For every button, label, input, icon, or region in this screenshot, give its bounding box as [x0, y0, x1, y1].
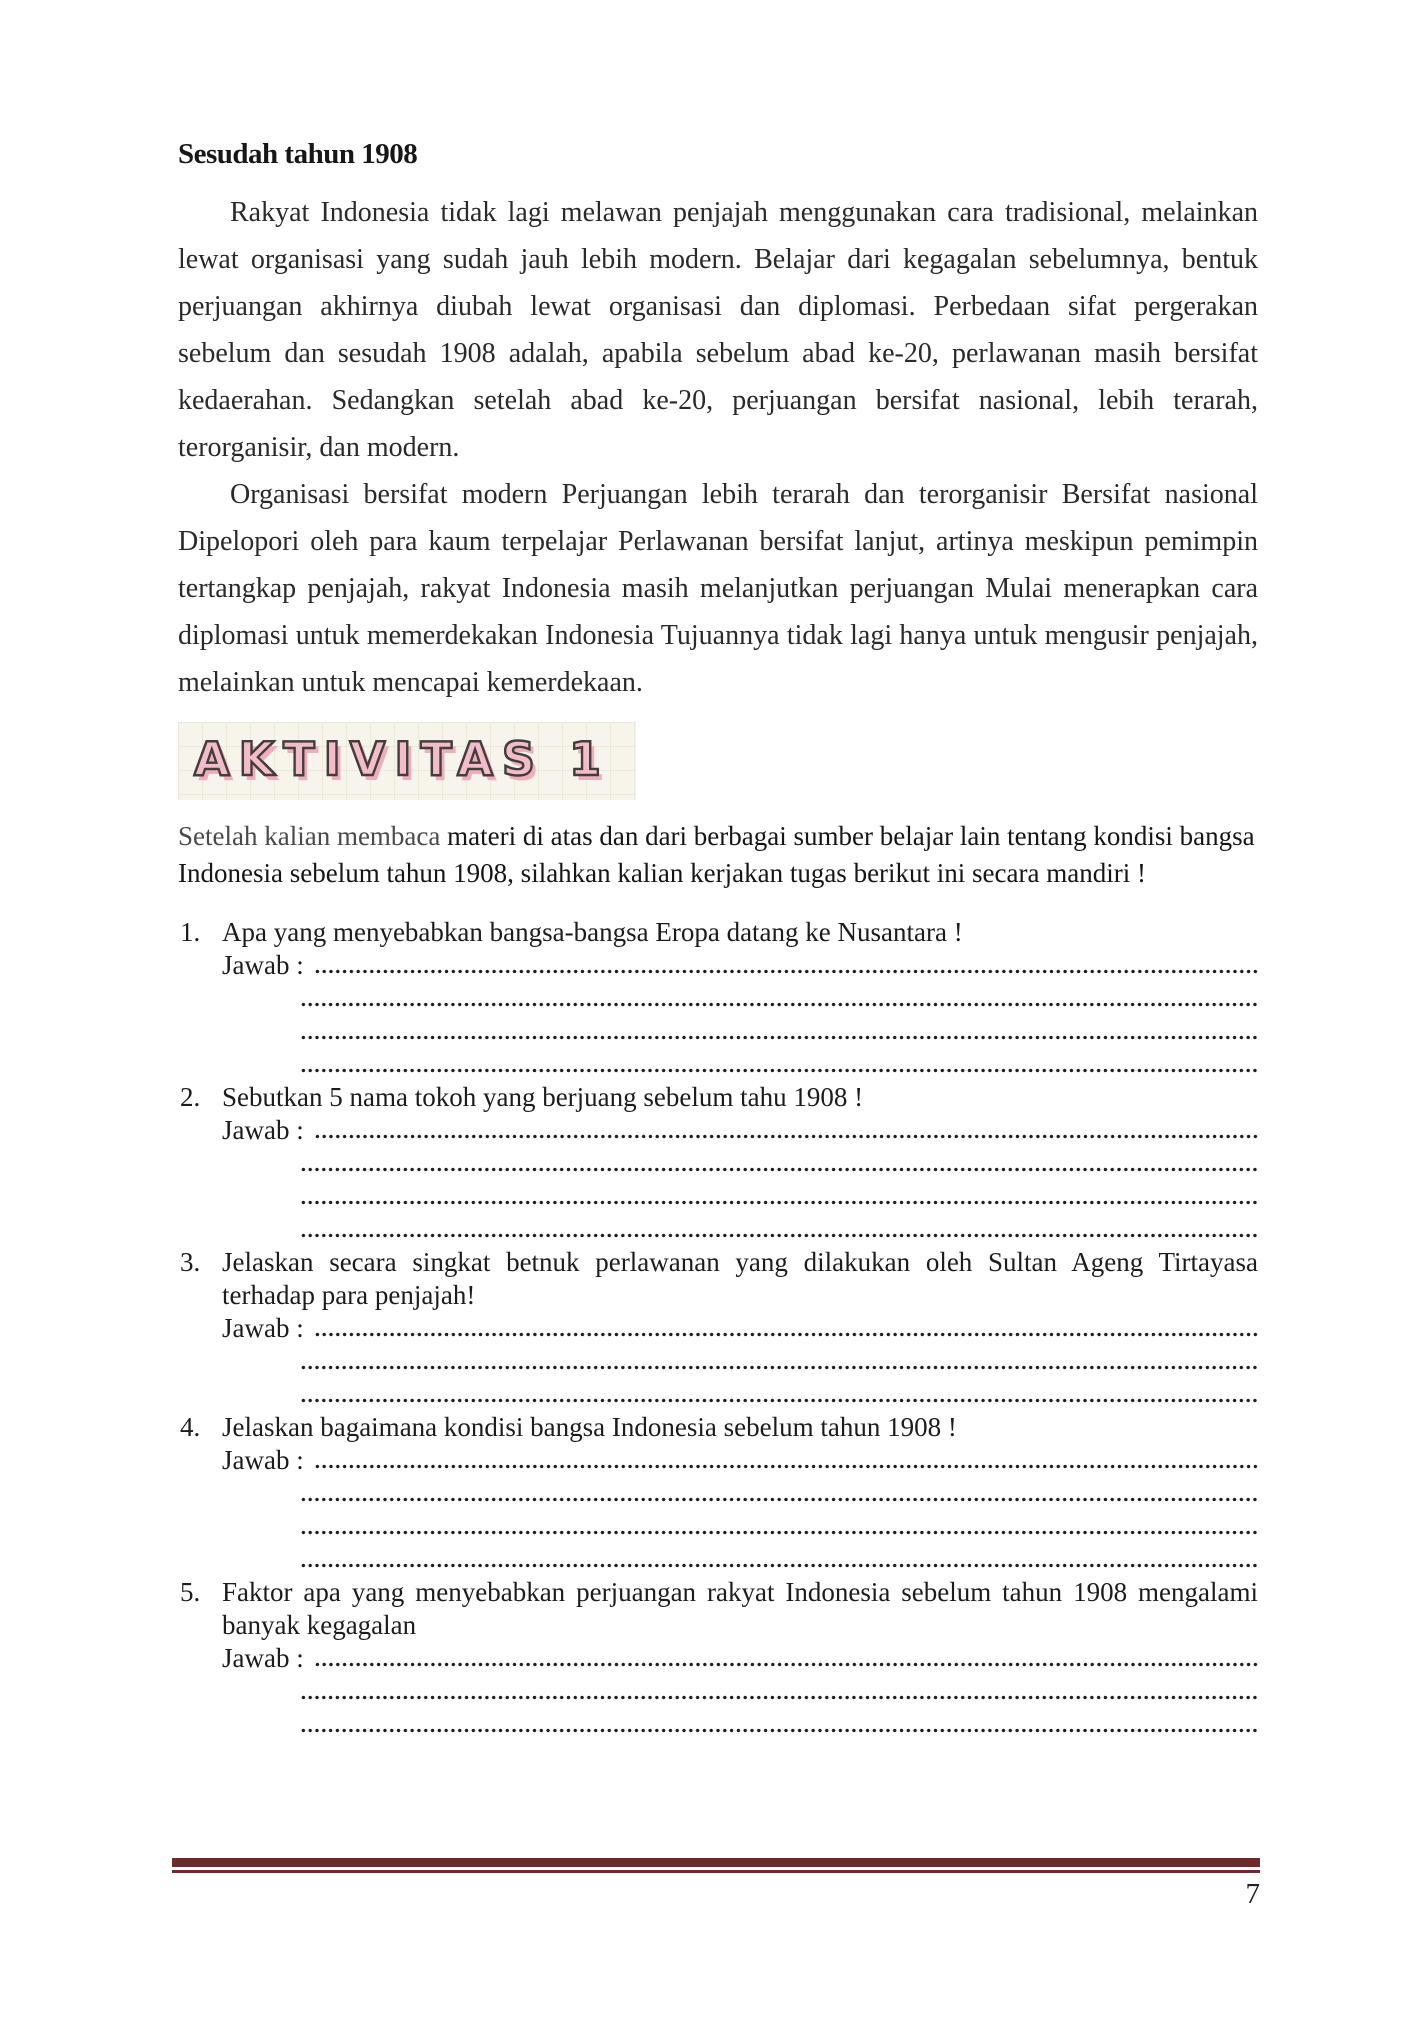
question-text: Jelaskan secara singkat betnuk perlawanan yang dilakukan oleh Sultan Ageng Tirtayasa terhadap para penjajah! [222, 1247, 1258, 1310]
answer-dotted-line [314, 1444, 1258, 1477]
section-heading: Sesudah tahun 1908 [178, 138, 418, 170]
answer-dotted-line [300, 1477, 1258, 1510]
answer-dotted-line [300, 1015, 1258, 1048]
question-item [178, 916, 1258, 1081]
question-text: Sebutkan 5 nama tokoh yang berjuang sebelum tahu 1908 ! [222, 1082, 864, 1112]
page-number: 7 [1245, 1878, 1260, 1910]
answer-row [222, 1642, 1258, 1675]
body-paragraph-1: Rakyat Indonesia tidak lagi melawan penjajah menggunakan cara tradisional, melainkan lewat organisasi yang sudah jauh lebih modern. Belajar dari kegagalan sebelumnya, bentuk perjuangan akhirnya diubah lewat organisasi dan diplomasi. Perbedaan sifat pergerakan sebelum dan sesudah 1908 adalah, apabila sebelum abad ke-20, perlawanan masih bersifat kedaerahan. Sedangkan setelah abad ke-20, perjuangan bersifat nasional, lebih terarah, terorganisir, dan modern. [178, 197, 1258, 463]
answer-label: Jawab : [222, 950, 304, 980]
answer-dotted-line [314, 949, 1258, 982]
question-item [178, 1411, 1258, 1576]
question-text: Jelaskan bagaimana kondisi bangsa Indonesia sebelum tahun 1908 ! [222, 1412, 957, 1442]
question-number: 1. [180, 917, 201, 947]
answer-dotted-line [314, 1642, 1258, 1675]
answer-label: Jawab : [222, 1643, 304, 1673]
page-content [178, 138, 1258, 1741]
instructions-lead: Setelah kalian membaca [178, 821, 448, 851]
question-text: Apa yang menyebabkan bangsa-bangsa Eropa datang ke Nusantara ! [222, 917, 963, 947]
question-number: 4. [180, 1412, 201, 1442]
question-item [178, 1081, 1258, 1246]
answer-row [222, 949, 1258, 982]
activity-banner [178, 722, 636, 800]
answer-dotted-line [300, 1048, 1258, 1081]
answer-extra-lines [222, 982, 1258, 1081]
answer-dotted-line [314, 1312, 1258, 1345]
answer-dotted-line [300, 1510, 1258, 1543]
answer-dotted-line [314, 1114, 1258, 1147]
footer-rule [172, 1858, 1260, 1873]
activity-banner-title: AKTIVITAS 1 [194, 732, 611, 786]
answer-extra-lines [222, 1675, 1258, 1741]
answer-dotted-line [300, 1147, 1258, 1180]
answer-dotted-line [300, 1213, 1258, 1246]
answer-dotted-line [300, 1708, 1258, 1741]
question-item [178, 1246, 1258, 1411]
answer-row [222, 1114, 1258, 1147]
answer-row [222, 1312, 1258, 1345]
question-item [178, 1576, 1258, 1741]
answer-dotted-line [300, 1675, 1258, 1708]
answer-extra-lines [222, 1345, 1258, 1411]
question-text: Faktor apa yang menyebabkan perjuangan rakyat Indonesia sebelum tahun 1908 mengalami banyak kegagalan [222, 1577, 1258, 1640]
answer-dotted-line [300, 1180, 1258, 1213]
answer-extra-lines [222, 1147, 1258, 1246]
answer-label: Jawab : [222, 1115, 304, 1145]
instructions-rest: materi di atas dan dari berbagai sumber belajar lain tentang kondisi bangsa Indonesia sebelum tahun 1908, silahkan kalian kerjakan tugas berikut ini secara mandiri ! [178, 821, 1255, 888]
answer-dotted-line [300, 1345, 1258, 1378]
body-paragraph-2: Organisasi bersifat modern Perjuangan lebih terarah dan terorganisir Bersifat nasional Dipelopori oleh para kaum terpelajar Perlawanan bersifat lanjut, artinya meskipun pemimpin tertangkap penjajah, rakyat Indonesia masih melanjutkan perjuangan Mulai menerapkan cara diplomasi untuk memerdekakan Indonesia Tujuannya tidak lagi hanya untuk mengusir penjajah, melainkan untuk mencapai kemerdekaan. [178, 479, 1258, 698]
question-number: 3. [180, 1247, 201, 1277]
answer-label: Jawab : [222, 1313, 304, 1343]
answer-row [222, 1444, 1258, 1477]
question-number: 2. [180, 1082, 201, 1112]
question-list [178, 916, 1258, 1741]
page-footer [172, 1858, 1260, 1911]
answer-dotted-line [300, 1378, 1258, 1411]
answer-label: Jawab : [222, 1445, 304, 1475]
answer-extra-lines [222, 1477, 1258, 1576]
answer-dotted-line [300, 982, 1258, 1015]
instructions-paragraph [178, 818, 1258, 892]
question-number: 5. [180, 1577, 201, 1607]
answer-dotted-line [300, 1543, 1258, 1576]
